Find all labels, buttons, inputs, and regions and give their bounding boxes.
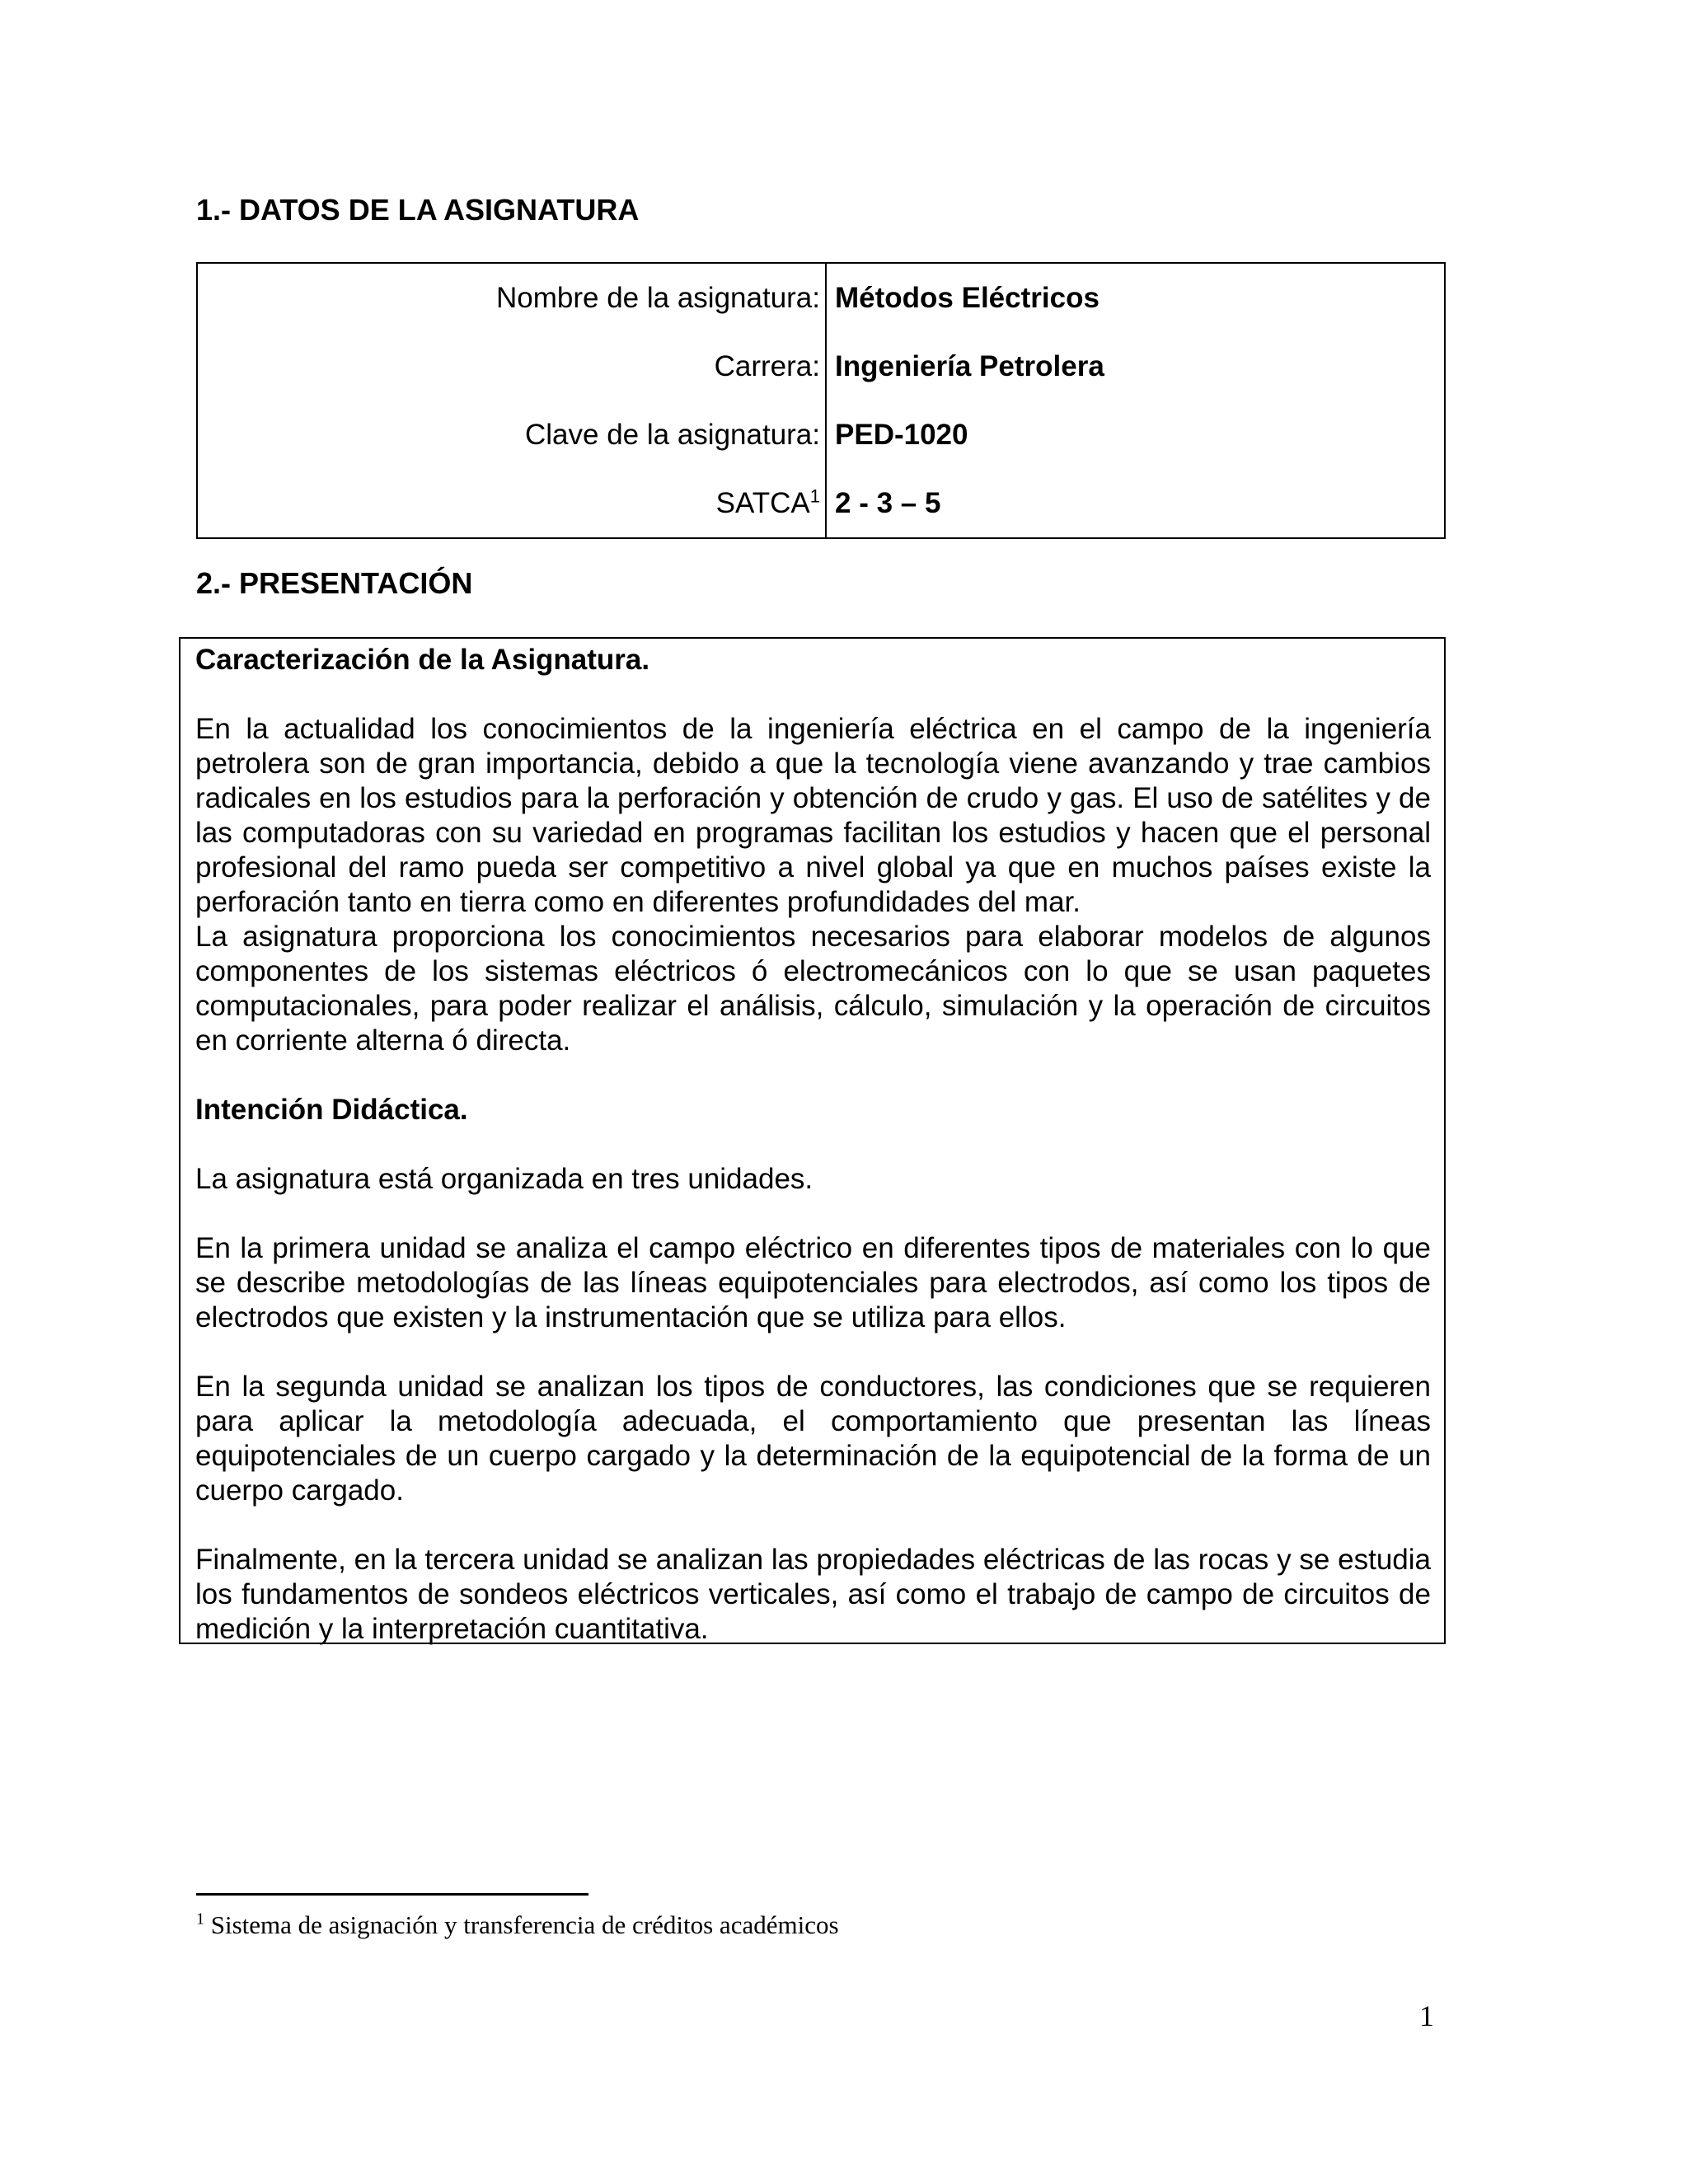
- subject-key-label: Clave de la asignatura:: [197, 401, 826, 469]
- footnote-marker: 1: [196, 1910, 204, 1929]
- subject-name-label: Nombre de la asignatura:: [197, 263, 826, 332]
- intencion-unit-3: Finalmente, en la tercera unidad se analizan las propiedades eléctricas de las rocas y se estudia los fundamentos de sondeos eléctricos verticales, así como el trabajo de campo de circuitos de medición y la interpretación cuantitativa.: [195, 1544, 1431, 1645]
- caracterizacion-paragraph-2: La asignatura proporciona los conocimientos necesarios para elaborar modelos de algunos componentes de los sistemas eléctricos ó electromecánicos con lo que se usan paquetes computacionales, para poder realizar el análisis, cálculo, simulación y la operación de circuitos en corriente alterna ó directa.: [195, 921, 1431, 1057]
- subject-data-table: [196, 262, 1446, 539]
- footnote: [196, 1910, 839, 1940]
- footnote-reference[interactable]: 1: [809, 485, 820, 506]
- section-2-heading: 2.- PRESENTACIÓN: [196, 566, 473, 600]
- spacer: [195, 1058, 1431, 1093]
- intencion-unit-1: En la primera unidad se analiza el campo eléctrico en diferentes tipos de materiales con lo que se describe metodologías de las líneas equipotenciales para electrodos, así como los tipos de electrodos que existen y la instrumentación que se utiliza para ellos.: [195, 1232, 1431, 1333]
- table-row: [197, 263, 1445, 332]
- spacer: [195, 1508, 1431, 1543]
- caracterizacion-title: Caracterización de la Asignatura.: [195, 644, 650, 676]
- page-number: 1: [1419, 1999, 1434, 2032]
- table-row: [197, 332, 1445, 401]
- caracterizacion-paragraph-1: En la actualidad los conocimientos de la ingeniería eléctrica en el campo de la ingeniería petrolera son de gran importancia, debido a que la tecnología viene avanzando y trae cambios radicales en los estudios para la perforación y obtención de crudo y gas. El uso de satélites y de las computadoras con su variedad en programas facilitan los estudios y hacen que el personal profesional del ramo pueda ser competitivo a nivel global ya que en muchos países existe la perforación tanto en tierra como en diferentes profundidades del mar.: [195, 713, 1431, 918]
- table-row: [197, 469, 1445, 538]
- satca-label: SATCA: [715, 486, 810, 519]
- intencion-unit-2: En la segunda unidad se analizan los tipos de conductores, las condiciones que se requieren para aplicar la metodología adecuada, el comportamiento que presentan las líneas equipotenciales de un cuerpo cargado y la determinación de la equipotencial de la forma de un cuerpo cargado.: [195, 1371, 1431, 1507]
- table-row: [197, 401, 1445, 469]
- spacer: [195, 1197, 1431, 1231]
- intencion-title: Intención Didáctica.: [195, 1094, 468, 1126]
- footnote-separator: [196, 1893, 588, 1896]
- career-label: Carrera:: [197, 332, 826, 401]
- subject-name-value: Métodos Eléctricos: [826, 263, 1445, 332]
- satca-label-cell: [197, 469, 826, 538]
- intencion-intro: La asignatura está organizada en tres unidades.: [195, 1163, 814, 1195]
- spacer: [195, 1335, 1431, 1370]
- career-value: Ingeniería Petrolera: [826, 332, 1445, 401]
- spacer: [195, 677, 1431, 712]
- footnote-text: Sistema de asignación y transferencia de créditos académicos: [210, 1910, 839, 1939]
- presentation-box: [179, 637, 1446, 1644]
- spacer: [195, 1127, 1431, 1162]
- satca-value: 2 - 3 – 5: [826, 469, 1445, 538]
- subject-key-value: PED-1020: [826, 401, 1445, 469]
- section-1-heading: 1.- DATOS DE LA ASIGNATURA: [196, 193, 640, 227]
